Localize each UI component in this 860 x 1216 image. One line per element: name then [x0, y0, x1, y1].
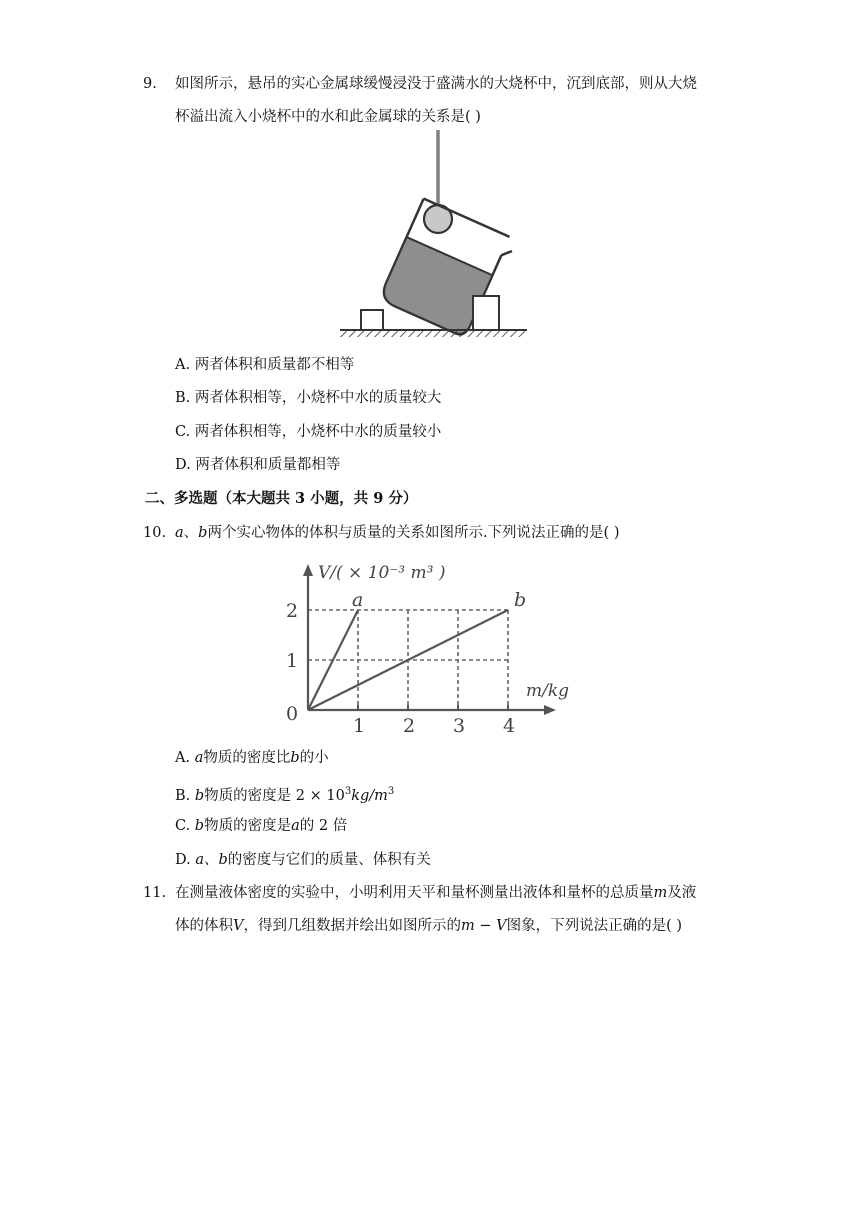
- var-a: a: [291, 818, 300, 834]
- var-a: a: [175, 525, 184, 541]
- question-10-text: [175, 523, 619, 543]
- volume-mass-chart: [280, 556, 570, 740]
- var-b: b: [218, 852, 228, 868]
- y-tick-label-2: 2: [286, 600, 299, 622]
- x-tick-label-4: 4: [503, 715, 516, 737]
- ground-hatch: [340, 330, 527, 337]
- var-v: V: [233, 918, 244, 934]
- q10-option-b: B. b物质的密度是 $2 \times 10^3kg/m^3$: [175, 786, 395, 804]
- origin-label: 0: [286, 703, 299, 725]
- y-axis-label: V/( × 10⁻³ m³ ): [318, 563, 446, 583]
- series-label-b: b: [514, 589, 527, 611]
- question-10-rest: 两个实心物体的体积与质量的关系如图所示.下列说法正确的是( ): [207, 525, 620, 541]
- series-label-a: a: [352, 589, 364, 611]
- q9-option-b: B. 两者体积相等，小烧杯中水的质量较大: [175, 390, 442, 406]
- var-a: a: [195, 852, 204, 868]
- small-beaker-right: [473, 296, 499, 330]
- question-9-text-line1: 如图所示，悬吊的实心金属球缓慢浸没于盛满水的大烧杯中，沉到底部，则从大烧: [175, 76, 697, 92]
- x-tick-label-1: 1: [353, 715, 366, 737]
- section-heading-multiple-choice: 二、多选题（本大题共 3 小题，共 9 分）: [145, 490, 418, 507]
- y-axis-arrow: [303, 564, 313, 576]
- x-tick-label-2: 2: [403, 715, 416, 737]
- small-block-left: [361, 310, 383, 330]
- x-tick-label-3: 3: [453, 715, 466, 737]
- y-tick-label-1: 1: [286, 650, 299, 672]
- var-b: b: [194, 787, 205, 804]
- q9-option-d: D. 两者体积和质量都相等: [175, 457, 341, 473]
- question-11-text-line2: 体的体积V，得到几组数据并绘出如图所示的m − V图象，下列说法正确的是( ): [175, 918, 683, 934]
- var-b: b: [194, 818, 205, 834]
- separator: 、: [183, 525, 199, 541]
- expr-m-minus-v: m − V: [460, 918, 507, 934]
- var-m: m: [653, 885, 668, 901]
- var-b: b: [290, 750, 300, 766]
- q10-option-c: C. b物质的密度是a的 2 倍: [175, 818, 348, 834]
- question-11-text-line1: 在测量液体密度的实验中，小明利用天平和量杯测量出液体和量杯的总质量m及液: [175, 885, 697, 901]
- x-axis-label: m/kg: [526, 681, 570, 701]
- q9-option-c: C. 两者体积相等，小烧杯中水的质量较小: [175, 424, 442, 440]
- question-number-9: 9.: [143, 76, 157, 92]
- q10-option-a: A. a物质的密度比b的小: [175, 750, 329, 766]
- q10-option-d: D. a、b的密度与它们的质量、体积有关: [175, 852, 431, 868]
- var-b: b: [198, 525, 208, 541]
- beaker-figure: [335, 130, 535, 342]
- question-9-text-line2: 杯溢出流入小烧杯中的水和此金属球的关系是( ): [175, 109, 481, 125]
- q9-option-a: A. 两者体积和质量都不相等: [175, 357, 355, 373]
- question-number-11: 11.: [143, 885, 167, 901]
- x-axis-arrow: [544, 705, 556, 715]
- question-number-10: 10.: [143, 525, 167, 541]
- var-a: a: [194, 750, 204, 766]
